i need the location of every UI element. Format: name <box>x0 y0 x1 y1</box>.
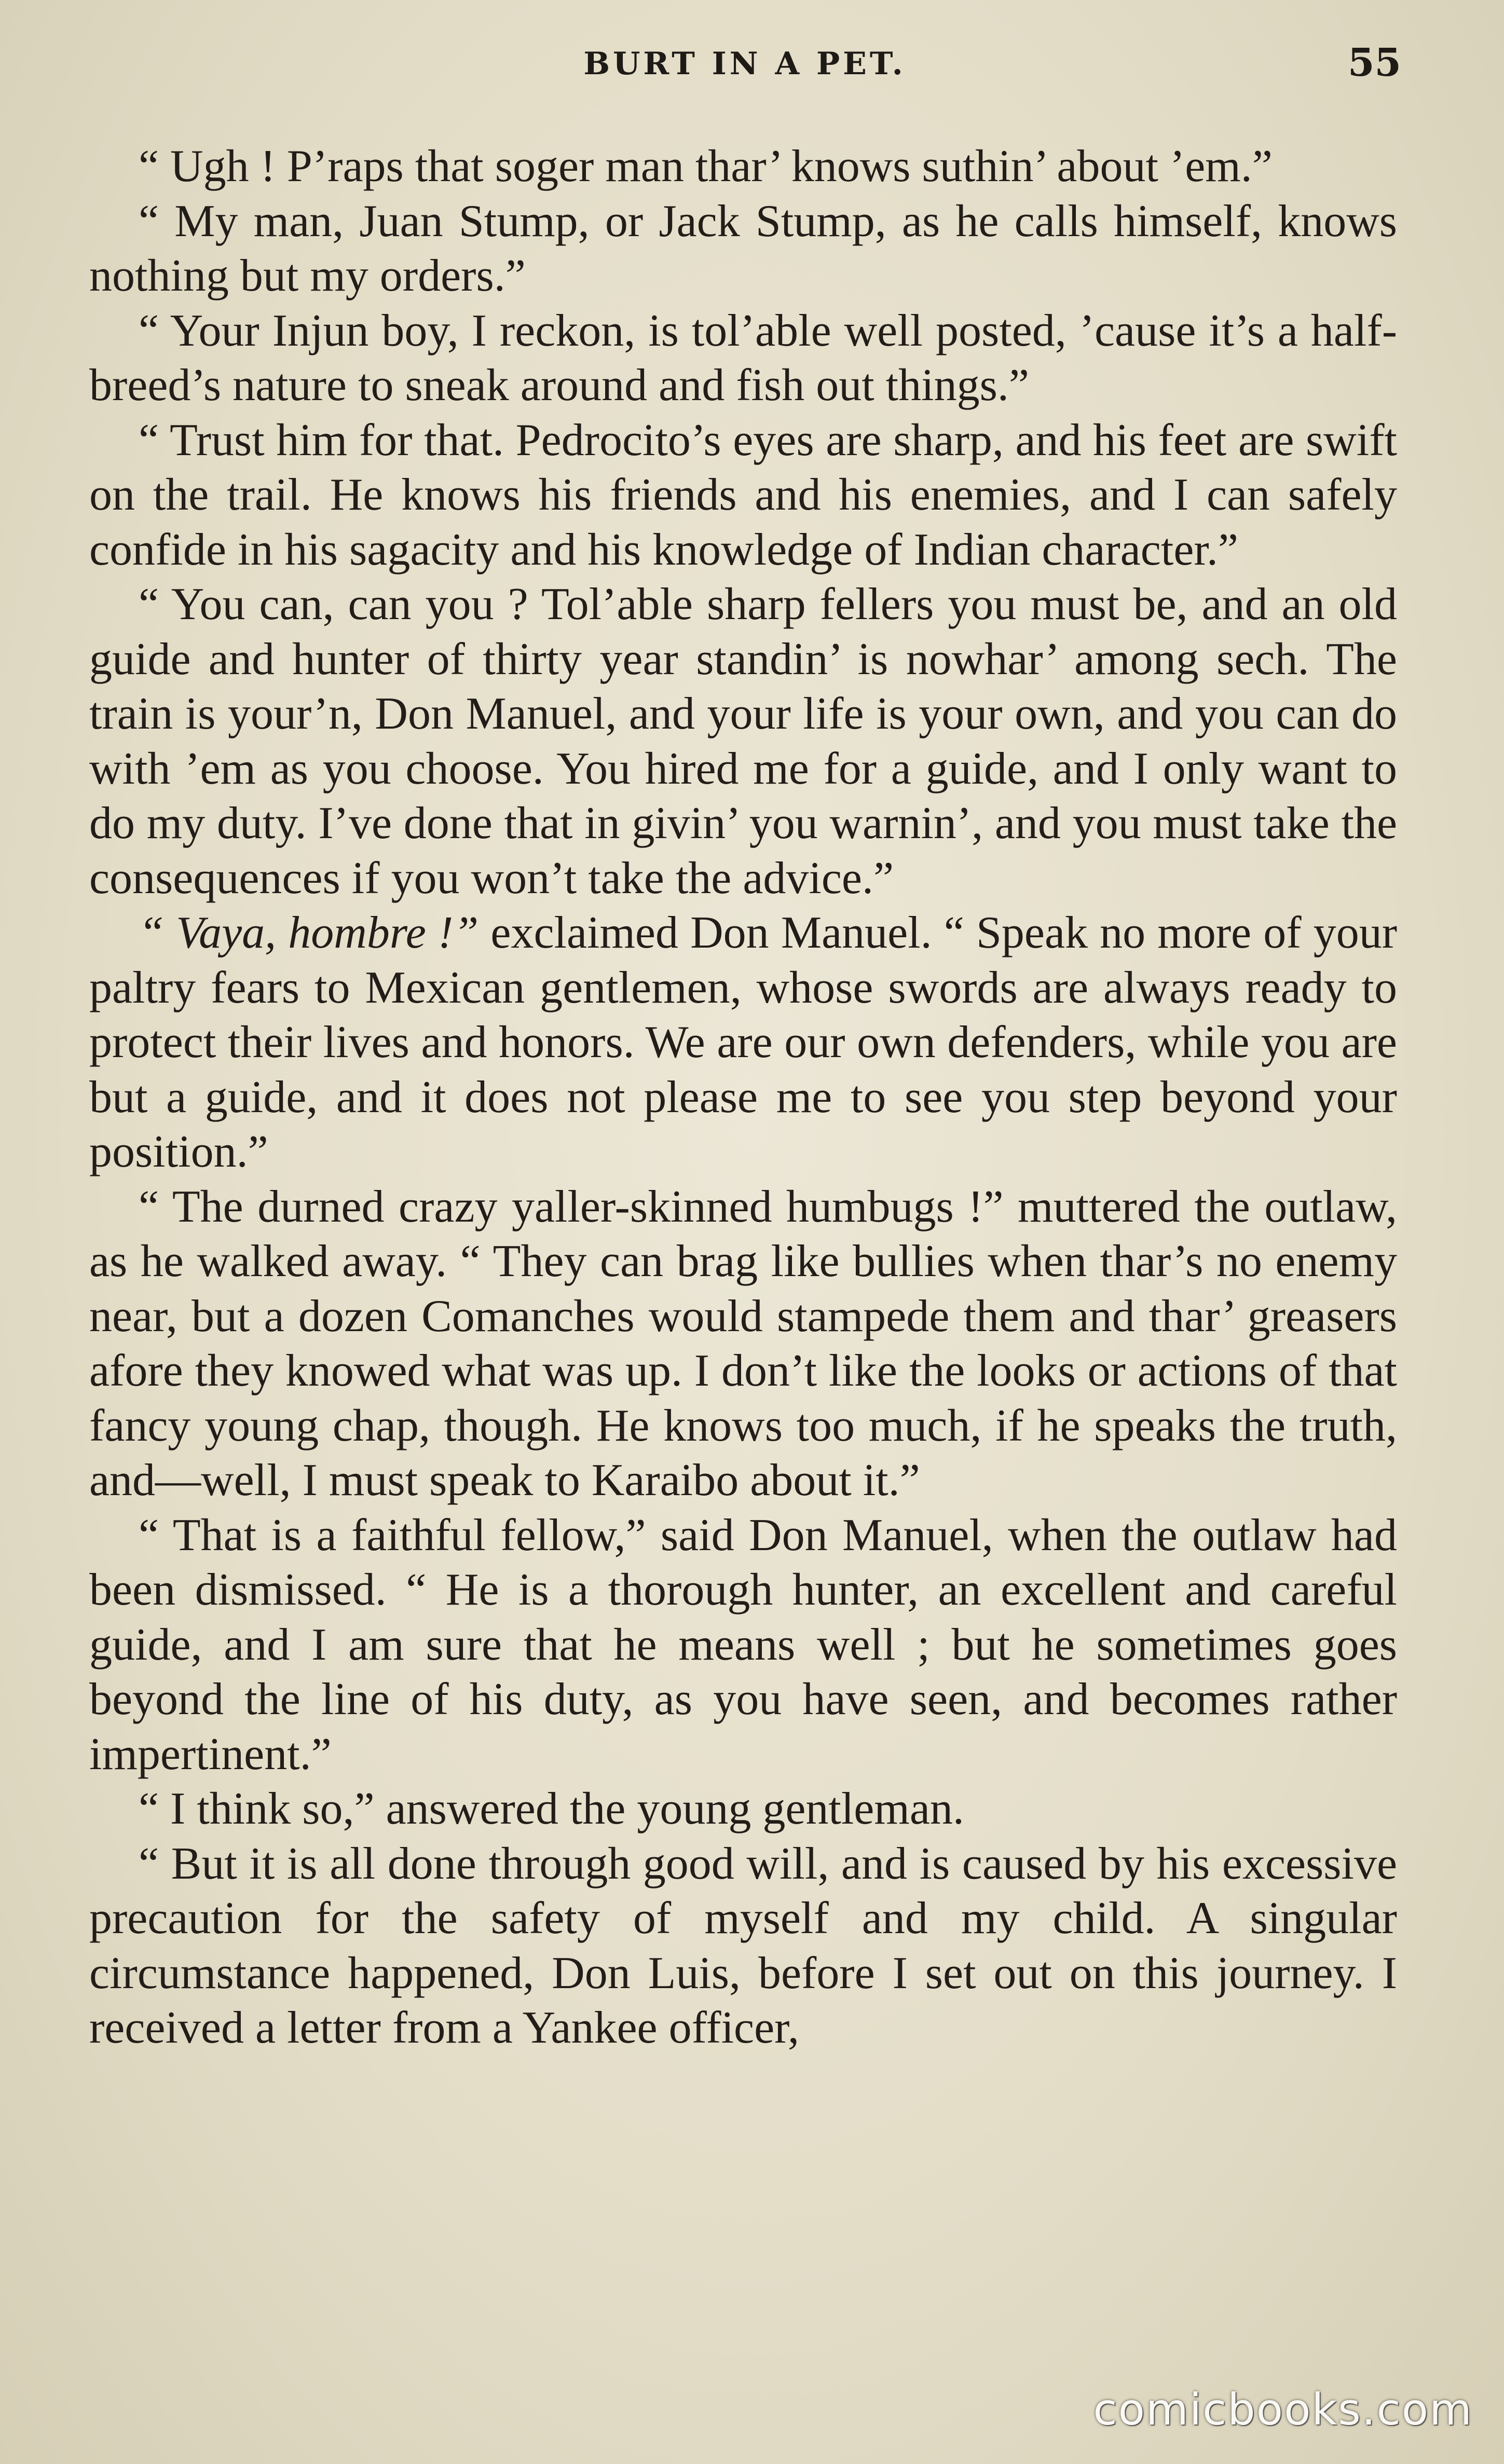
page-number: 55 <box>1348 40 1401 85</box>
paragraph: “ My man, Juan Stump, or Jack Stump, as he calls himself, knows nothing but my orders.” <box>89 196 1397 301</box>
paragraph: “ That is a faithful fellow,” said Don Manuel, when the outlaw had been dismissed. “ He is a thorough hunter, an excellent and careful guide, and I am sure that he means well ; but he sometimes goes beyond the line of his duty, as you have seen, and becomes rather impertinent.” <box>89 1510 1397 1779</box>
paragraph: “ The durned crazy yaller-skinned humbugs !” muttered the outlaw, as he walked away. “ They can brag like bullies when thar’s no enemy near, but a dozen Comanches would stampede them and thar’ greasers afore they knowed what was up. I don’t like the looks or actions of that fancy young chap, though. He knows too much, if he speaks the truth, and—well, I must speak to Karaibo about it.” <box>89 1181 1397 1505</box>
running-head: BURT IN A PET. <box>583 46 906 82</box>
paragraph: “ Trust him for that. Pedrocito’s eyes are sharp, and his feet are swift on the trail. He knows his friends and his enemies, and I can safely confide in his sagacity and his knowledge of Indian character.” <box>89 415 1397 575</box>
body-text <box>89 139 1397 2056</box>
paragraph: “ Your Injun boy, I reckon, is tol’able well posted, ’cause it’s a half-breed’s nature to sneak around and fish out things.” <box>89 305 1397 410</box>
paragraph: “ Ugh ! P’raps that soger man thar’ knows suthin’ about ’em.” <box>139 141 1273 191</box>
paragraph: “ I think so,” answered the young gentleman. <box>139 1784 964 1834</box>
paragraph: “ You can, can you ? Tol’able sharp fellers you must be, and an old guide and hunter of thirty year standin’ is nowhar’ among sech. The train is your’n, Don Manuel, and your life is your own, and you can do with ’em as you choose. You hired me for a guide, and I only want to do my duty. I’ve done that in givin’ you warnin’, and you must take the consequences if you won’t take the advice.” <box>89 579 1397 904</box>
paragraph: “ But it is all done through good will, and is caused by his excessive precaution for the safety of myself and my child. A singular circumstance happened, Don Luis, before I set out on this journey. I received a letter from a Yankee officer, <box>89 1838 1397 2053</box>
paragraph <box>89 906 1397 1180</box>
page-header <box>88 40 1401 103</box>
paragraph-rest: exclaimed Don Manuel. “ Speak no more of your paltry fears to Mexican gentlemen, whose swords are always ready to protect their lives and honors. We are our own defenders, while you are but a guide, and it does not please me to see you step beyond your position.” <box>89 908 1398 1177</box>
site-watermark: comicbooks.com <box>1093 2384 1473 2435</box>
italic-exclamation: “ Vaya, hombre !” <box>139 908 479 958</box>
